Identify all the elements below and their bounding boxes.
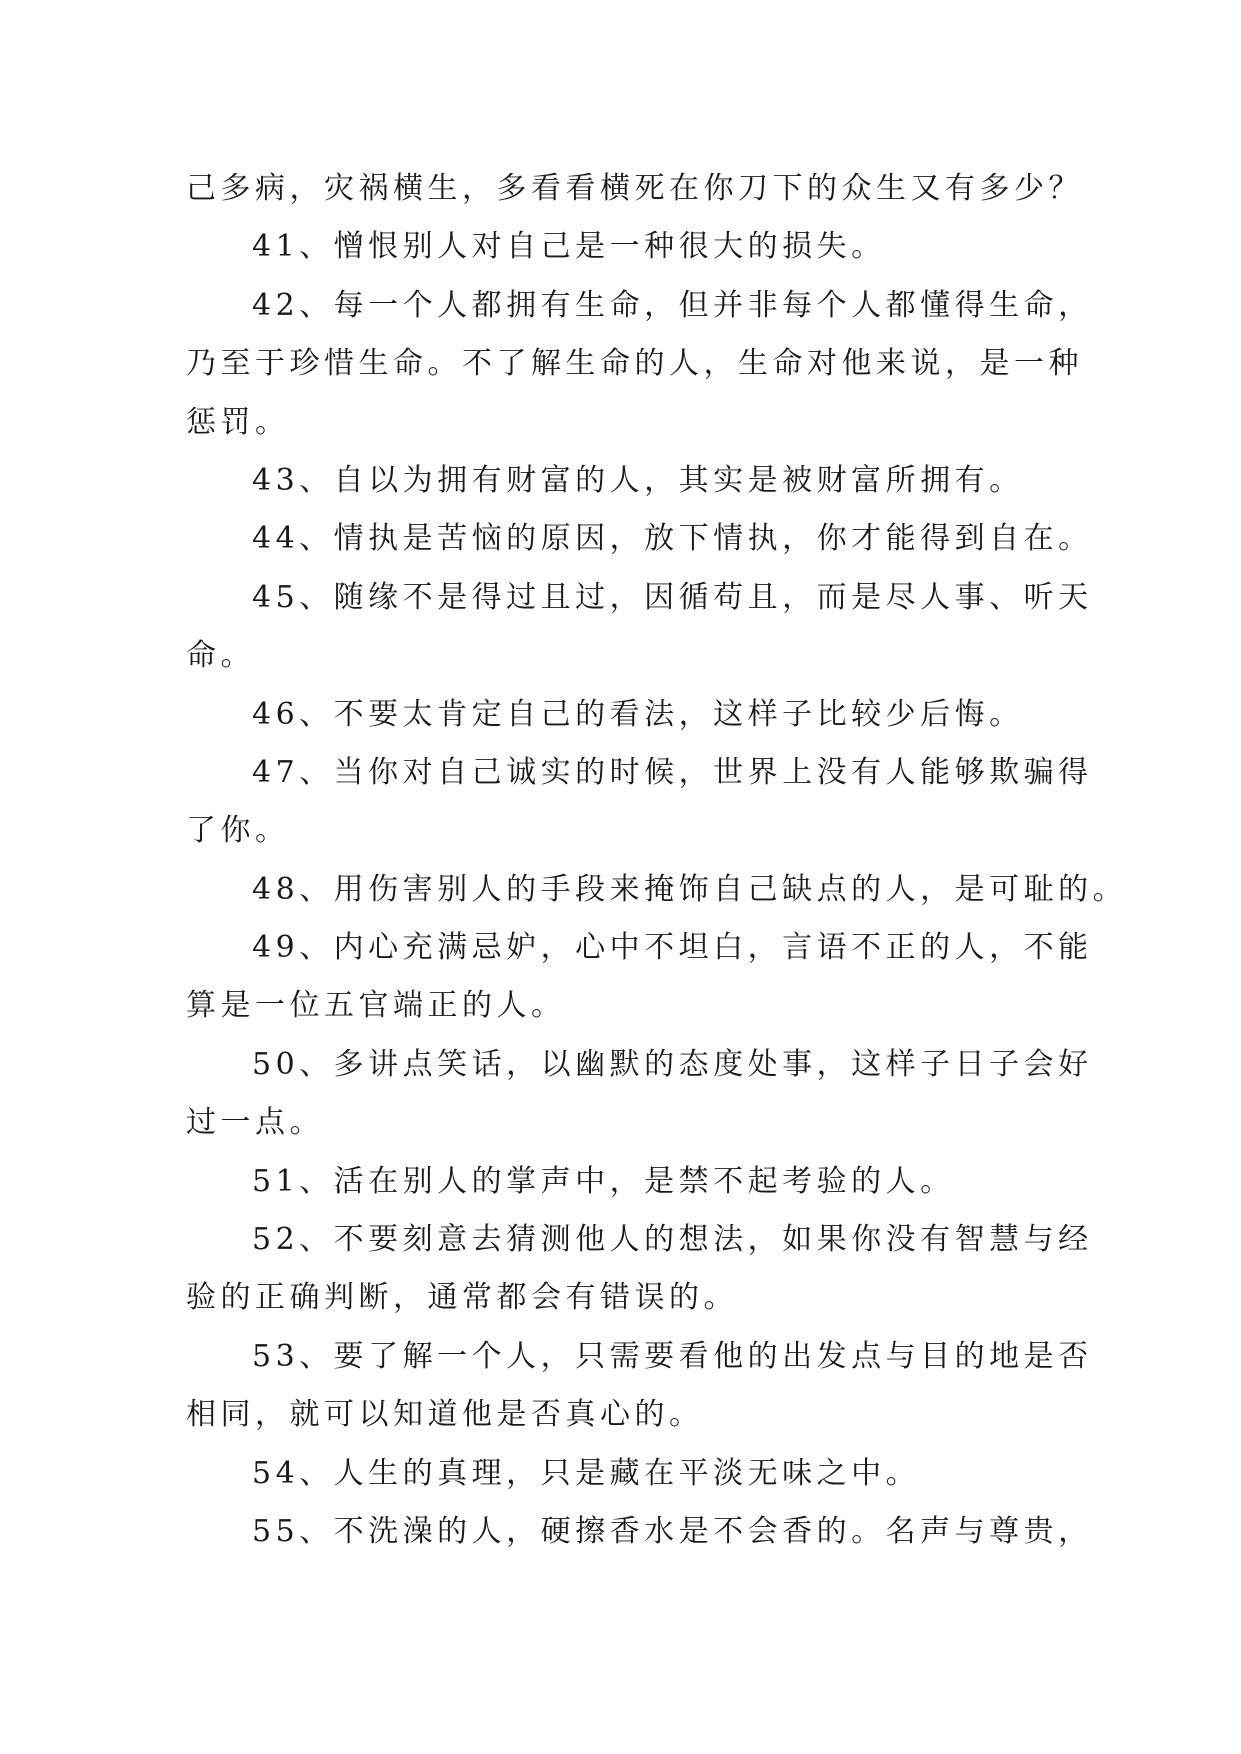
text-line: 44、情执是苦恼的原因，放下情执，你才能得到自在。 xyxy=(252,521,1093,557)
text-line: 42、每一个人都拥有生命，但并非每个人都懂得生命， xyxy=(252,287,1093,323)
text-line: 了你。 xyxy=(186,813,290,849)
document-body xyxy=(186,160,1128,1561)
text-line: 49、内心充满忌妒，心中不坦白，言语不正的人，不能 xyxy=(252,930,1093,966)
text-line: 54、人生的真理，只是藏在平淡无味之中。 xyxy=(252,1455,921,1491)
text-line: 验的正确判断，通常都会有错误的。 xyxy=(186,1280,738,1316)
text-line: 51、活在别人的掌声中，是禁不起考验的人。 xyxy=(252,1163,955,1199)
text-line: 43、自以为拥有财富的人，其实是被财富所拥有。 xyxy=(252,462,1024,498)
text-line: 45、随缘不是得过且过，因循苟且，而是尽人事、听天 xyxy=(252,579,1093,615)
text-line: 48、用伤害别人的手段来掩饰自己缺点的人，是可耻的。 xyxy=(252,871,1128,907)
text-line: 命。 xyxy=(186,638,255,674)
text-line: 47、当你对自己诚实的时候，世界上没有人能够欺骗得 xyxy=(252,754,1093,790)
text-line: 过一点。 xyxy=(186,1105,324,1141)
text-line: 己多病，灾祸横生，多看看横死在你刀下的众生又有多少？ xyxy=(186,171,1083,206)
text-line: 52、不要刻意去猜测他人的想法，如果你没有智慧与经 xyxy=(252,1222,1093,1258)
text-line: 相同，就可以知道他是否真心的。 xyxy=(186,1397,704,1433)
text-line: 46、不要太肯定自己的看法，这样子比较少后悔。 xyxy=(252,696,1024,732)
text-line: 50、多讲点笑话，以幽默的态度处事，这样子日子会好 xyxy=(252,1046,1093,1082)
text-line: 惩罚。 xyxy=(186,404,290,440)
text-line: 41、憎恨别人对自己是一种很大的损失。 xyxy=(252,229,886,265)
text-line: 算是一位五官端正的人。 xyxy=(186,988,566,1024)
text-line: 55、不洗澡的人，硬擦香水是不会香的。名声与尊贵， xyxy=(252,1513,1093,1549)
text-line: 53、要了解一个人，只需要看他的出发点与目的地是否 xyxy=(252,1338,1093,1374)
text-line: 乃至于珍惜生命。不了解生命的人，生命对他来说，是一种 xyxy=(186,346,1083,382)
